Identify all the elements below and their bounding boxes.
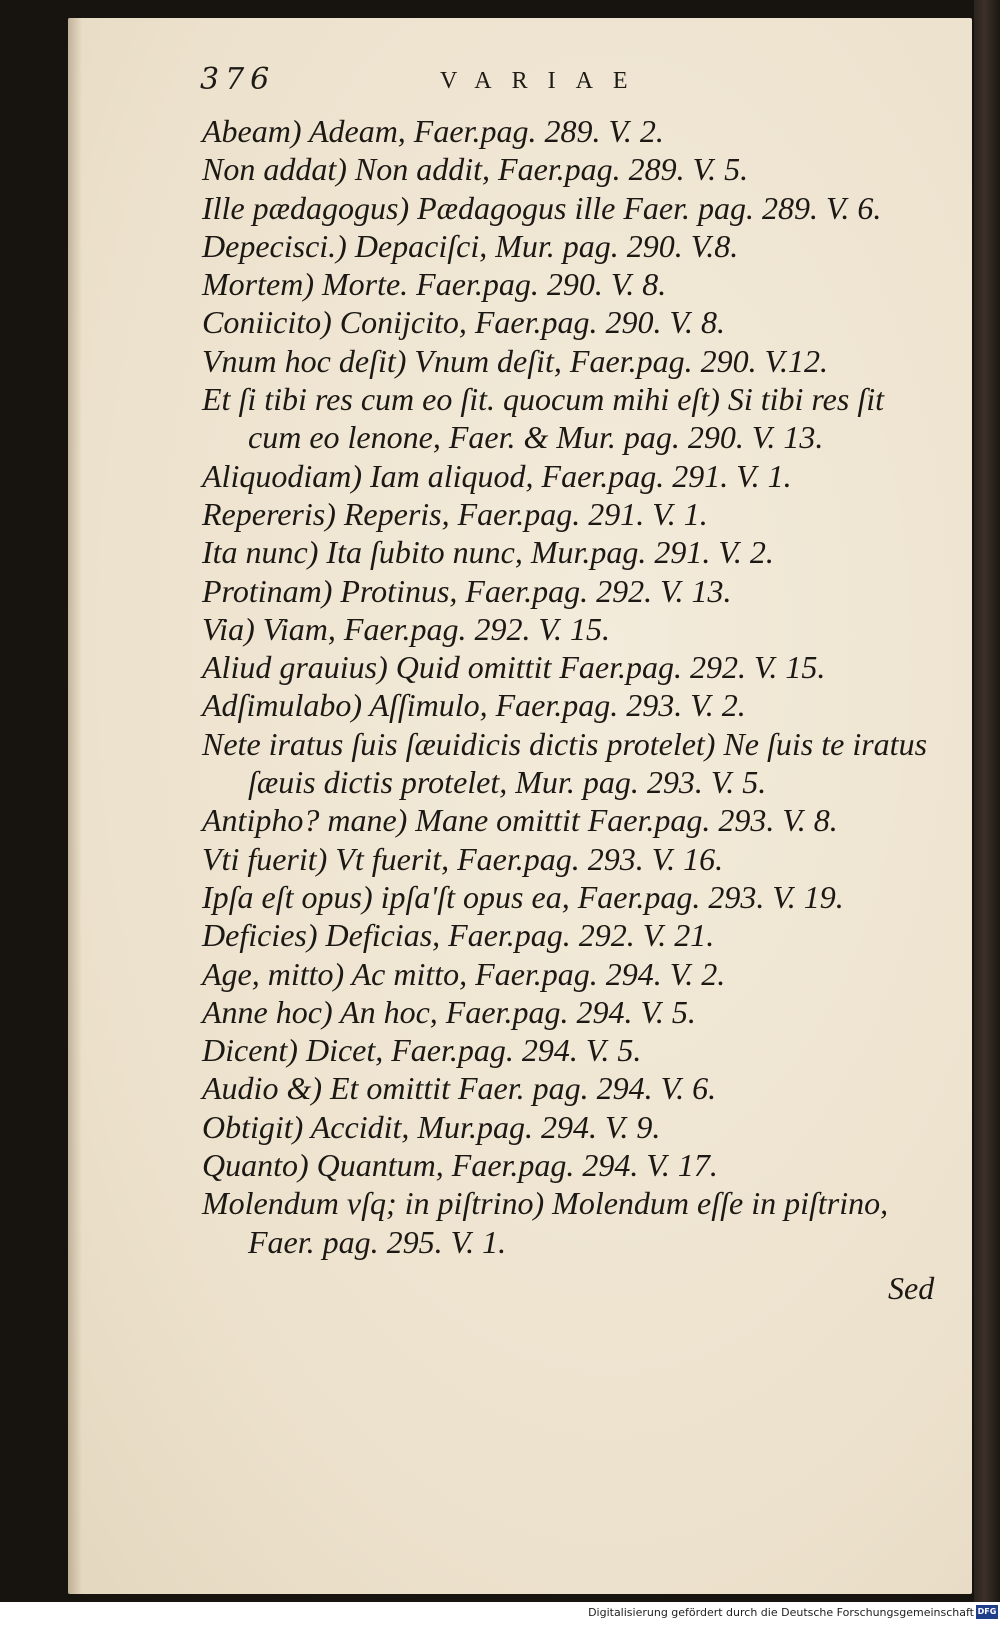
entry-23: [202, 1031, 942, 1069]
entry-10: [202, 495, 942, 533]
dfg-logo: DFG: [976, 1605, 998, 1619]
entry-22: [202, 993, 942, 1031]
entry-11: [202, 533, 942, 571]
entry-18: [202, 840, 942, 878]
entry-19: [202, 878, 942, 916]
entry-17: [202, 801, 942, 839]
entry-continuation: ſæuis dictis protelet, Mur. pag. 293. V. 5.: [248, 764, 767, 801]
entry-24: [202, 1069, 942, 1107]
entry-6: [202, 303, 942, 341]
entry-text: Ita nunc) Ita ſubito nunc, Mur.pag. 291. V. 2.: [202, 534, 774, 571]
entry-text: Aliquodiam) Iam aliquod, Faer.pag. 291. V. 1.: [202, 457, 792, 494]
entry-3: [202, 189, 942, 227]
entry-text: Quanto) Quantum, Faer.pag. 294. V. 17.: [202, 1147, 718, 1184]
entry-text: Deficies) Deficias, Faer.pag. 292. V. 21.: [202, 917, 715, 954]
entry-text: Via) Viam, Faer.pag. 292. V. 15.: [202, 610, 610, 647]
entry-text: Mortem) Morte. Faer.pag. 290. V. 8.: [202, 266, 667, 303]
entry-26: [202, 1146, 942, 1184]
page-header: [200, 62, 820, 102]
variant-readings-list: [202, 112, 942, 1261]
entry-text: Repereris) Reperis, Faer.pag. 291. V. 1.: [202, 495, 708, 532]
entry-25: [202, 1108, 942, 1146]
entry-text: Ipſa eſt opus) ipſa'ſt opus ea, Faer.pag. 293. V. 19.: [202, 878, 844, 915]
entry-21: [202, 955, 942, 993]
book-edge: [974, 0, 1000, 1602]
entry-1: [202, 112, 942, 150]
entry-5: [202, 265, 942, 303]
entry-continuation: cum eo lenone, Faer. & Mur. pag. 290. V. 13.: [248, 419, 824, 456]
entry-2: [202, 150, 942, 188]
entry-text: Age, mitto) Ac mitto, Faer.pag. 294. V. 2.: [202, 955, 726, 992]
entry-text: Protinam) Protinus, Faer.pag. 292. V. 13.: [202, 572, 732, 609]
entry-16: [202, 725, 942, 802]
entry-13: [202, 610, 942, 648]
entry-text: Antipho? mane) Mane omittit Faer.pag. 293. V. 8.: [202, 802, 838, 839]
entry-text: Audio &) Et omittit Faer. pag. 294. V. 6.: [202, 1070, 717, 1107]
entry-14: [202, 648, 942, 686]
entry-text: Molendum vſq; in piſtrino) Molendum eſſe in piſtrino,: [202, 1185, 889, 1222]
entry-continuation: Faer. pag. 295. V. 1.: [248, 1223, 507, 1260]
entry-15: [202, 686, 942, 724]
entry-12: [202, 572, 942, 610]
entry-4: [202, 227, 942, 265]
entry-7: [202, 342, 942, 380]
entry-text: Abeam) Adeam, Faer.pag. 289. V. 2.: [202, 113, 664, 149]
entry-8: [202, 380, 942, 457]
running-head: VARIAE: [440, 68, 648, 94]
entry-text: Obtigit) Accidit, Mur.pag. 294. V. 9.: [202, 1108, 661, 1145]
entry-text: Ille pædagogus) Pædagogus ille Faer. pag. 289. V. 6.: [202, 189, 882, 226]
catchword: Sed: [888, 1270, 935, 1306]
entry-text: Vti fuerit) Vt fuerit, Faer.pag. 293. V. 16.: [202, 840, 724, 877]
entry-text: Vnum hoc deſit) Vnum deſit, Faer.pag. 290. V.12.: [202, 342, 828, 379]
funding-credit: Digitalisierung gefördert durch die Deutsche Forschungsgemeinschaft: [588, 1606, 974, 1619]
entry-text: Adſimulabo) Aſſimulo, Faer.pag. 293. V. 2.: [202, 687, 746, 724]
entry-text: Non addat) Non addit, Faer.pag. 289. V. 5.: [202, 151, 749, 188]
entry-20: [202, 916, 942, 954]
entry-text: Nete iratus ſuis ſæuidicis dictis protelet) Ne ſuis te iratus: [202, 725, 928, 762]
entry-text: Depecisci.) Depaciſci, Mur. pag. 290. V.8.: [202, 227, 739, 264]
entry-9: [202, 457, 942, 495]
entry-text: Aliud grauius) Quid omittit Faer.pag. 292. V. 15.: [202, 649, 826, 686]
gutter-shadow: [68, 18, 82, 1594]
page-number: 376: [200, 62, 276, 97]
entry-text: Coniicito) Conijcito, Faer.pag. 290. V. 8.: [202, 304, 725, 341]
entry-text: Et ſi tibi res cum eo ſit. quocum mihi eſt) Si tibi res ſit: [202, 381, 884, 418]
entry-text: Anne hoc) An hoc, Faer.pag. 294. V. 5.: [202, 993, 696, 1030]
entry-27: [202, 1184, 942, 1261]
entry-text: Dicent) Dicet, Faer.pag. 294. V. 5.: [202, 1032, 642, 1069]
digitization-footer: [0, 1602, 1000, 1625]
